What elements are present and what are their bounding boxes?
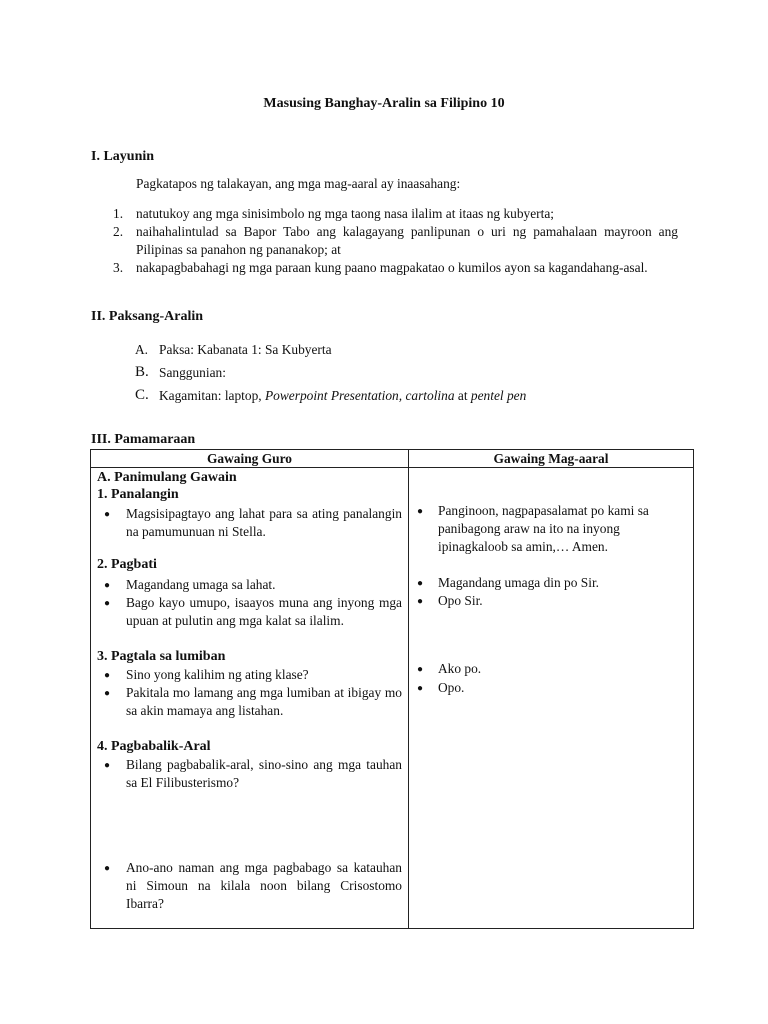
bullet-icon: ● (104, 670, 111, 681)
kagamitan-italic-2: pentel pen (470, 388, 527, 403)
bullet-icon: ● (417, 506, 424, 517)
guro-bullet-text: Bago kayo umupo, isaayos muna ang inyong mga upuan at pulutin ang mga kalat sa ilalim. (126, 595, 402, 628)
pagbabalik-aral-heading: 4. Pagbabalik-Aral (97, 739, 211, 754)
bullet-icon: ● (104, 580, 111, 591)
mag-aaral-response: Ako po. (438, 661, 482, 676)
objective-number: 3. (113, 260, 124, 275)
item-text: Paksa: Kabanata 1: Sa Kubyerta (159, 342, 332, 357)
pagbati-heading: 2. Pagbati (97, 557, 157, 572)
guro-cell (91, 468, 409, 929)
item-text: Sanggunian: (159, 365, 226, 380)
bullet-icon: ● (104, 760, 111, 771)
kagamitan-label: Kagamitan: laptop, (159, 388, 265, 403)
bullet-icon: ● (417, 683, 424, 694)
mag-aaral-response: Panginoon, nagpapasalamat po kami sa panibagong araw na ito na inyong ipinagkaloob sa amin,… Amen. (438, 503, 649, 554)
guro-bullet-text: Sino yong kalihim ng ating klase? (126, 667, 309, 682)
bullet-icon: ● (104, 509, 111, 520)
section-pamamaraan-heading: III. Pamamaraan (91, 432, 196, 447)
item-letter: B. (135, 364, 149, 380)
kagamitan-italic-1: Powerpoint Presentation, cartolina (264, 388, 455, 403)
bullet-icon: ● (417, 664, 424, 675)
panimulang-gawain-heading: A. Panimulang Gawain (97, 470, 237, 485)
objective-number: 1. (113, 206, 124, 221)
lesson-table (90, 449, 694, 929)
mag-aaral-response: Opo Sir. (438, 593, 483, 608)
column-header-guro: Gawaing Guro (91, 450, 409, 468)
section-paksang-aralin-heading: II. Paksang-Aralin (91, 309, 204, 324)
guro-bullet-text: Pakitala mo lamang ang mga lumiban at ibigay mo sa akin mamaya ang listahan. (126, 685, 402, 718)
item-letter: C. (135, 387, 149, 403)
bullet-icon: ● (104, 598, 111, 609)
pagtala-heading: 3. Pagtala sa lumiban (97, 649, 226, 664)
panalangin-heading: 1. Panalangin (97, 487, 179, 502)
objective-text: natutukoy ang mga sinisimbolo ng mga taong nasa ilalim at itaas ng kubyerta; (136, 206, 555, 221)
guro-bullet-text: Magandang umaga sa lahat. (126, 577, 276, 592)
bullet-icon: ● (417, 596, 424, 607)
layunin-intro: Pagkatapos ng talakayan, ang mga mag-aaral ay inaasahang: (136, 176, 461, 191)
guro-bullet-text: Ano-ano naman ang mga pagbabago sa katauhan ni Simoun na kilala noon bilang Crisostomo Ibarra? (126, 860, 402, 911)
guro-bullet-text: Bilang pagbabalik-aral, sino-sino ang mga tauhan sa El Filibusterismo? (126, 757, 402, 790)
objective-text: nakapagbabahagi ng mga paraan kung paano magpakatao o kumilos ayon sa kagandahang-asal. (136, 260, 648, 275)
kagamitan-conjunction: at (454, 388, 471, 403)
section-layunin-heading: I. Layunin (91, 149, 155, 164)
guro-bullet-text: Magsisipagtayo ang lahat para sa ating panalangin na pamumunuan ni Stella. (126, 506, 402, 539)
item-letter: A. (135, 342, 149, 357)
column-header-mag-aaral: Gawaing Mag-aaral (409, 450, 694, 468)
objective-number: 2. (113, 224, 124, 239)
bullet-icon: ● (417, 578, 424, 589)
bullet-icon: ● (104, 688, 111, 699)
objective-text: naihahalintulad sa Bapor Tabo ang kalagayang panlipunan o uri ng pamahalaan mayroon ang Pilipinas sa panahon ng pananakop; at (136, 224, 678, 257)
mag-aaral-response: Magandang umaga din po Sir. (438, 575, 600, 590)
document-title: Masusing Banghay-Aralin sa Filipino 10 (263, 96, 505, 111)
mag-aaral-cell (409, 468, 694, 929)
item-text (159, 387, 526, 405)
mag-aaral-response: Opo. (438, 680, 465, 695)
bullet-icon: ● (104, 863, 111, 874)
